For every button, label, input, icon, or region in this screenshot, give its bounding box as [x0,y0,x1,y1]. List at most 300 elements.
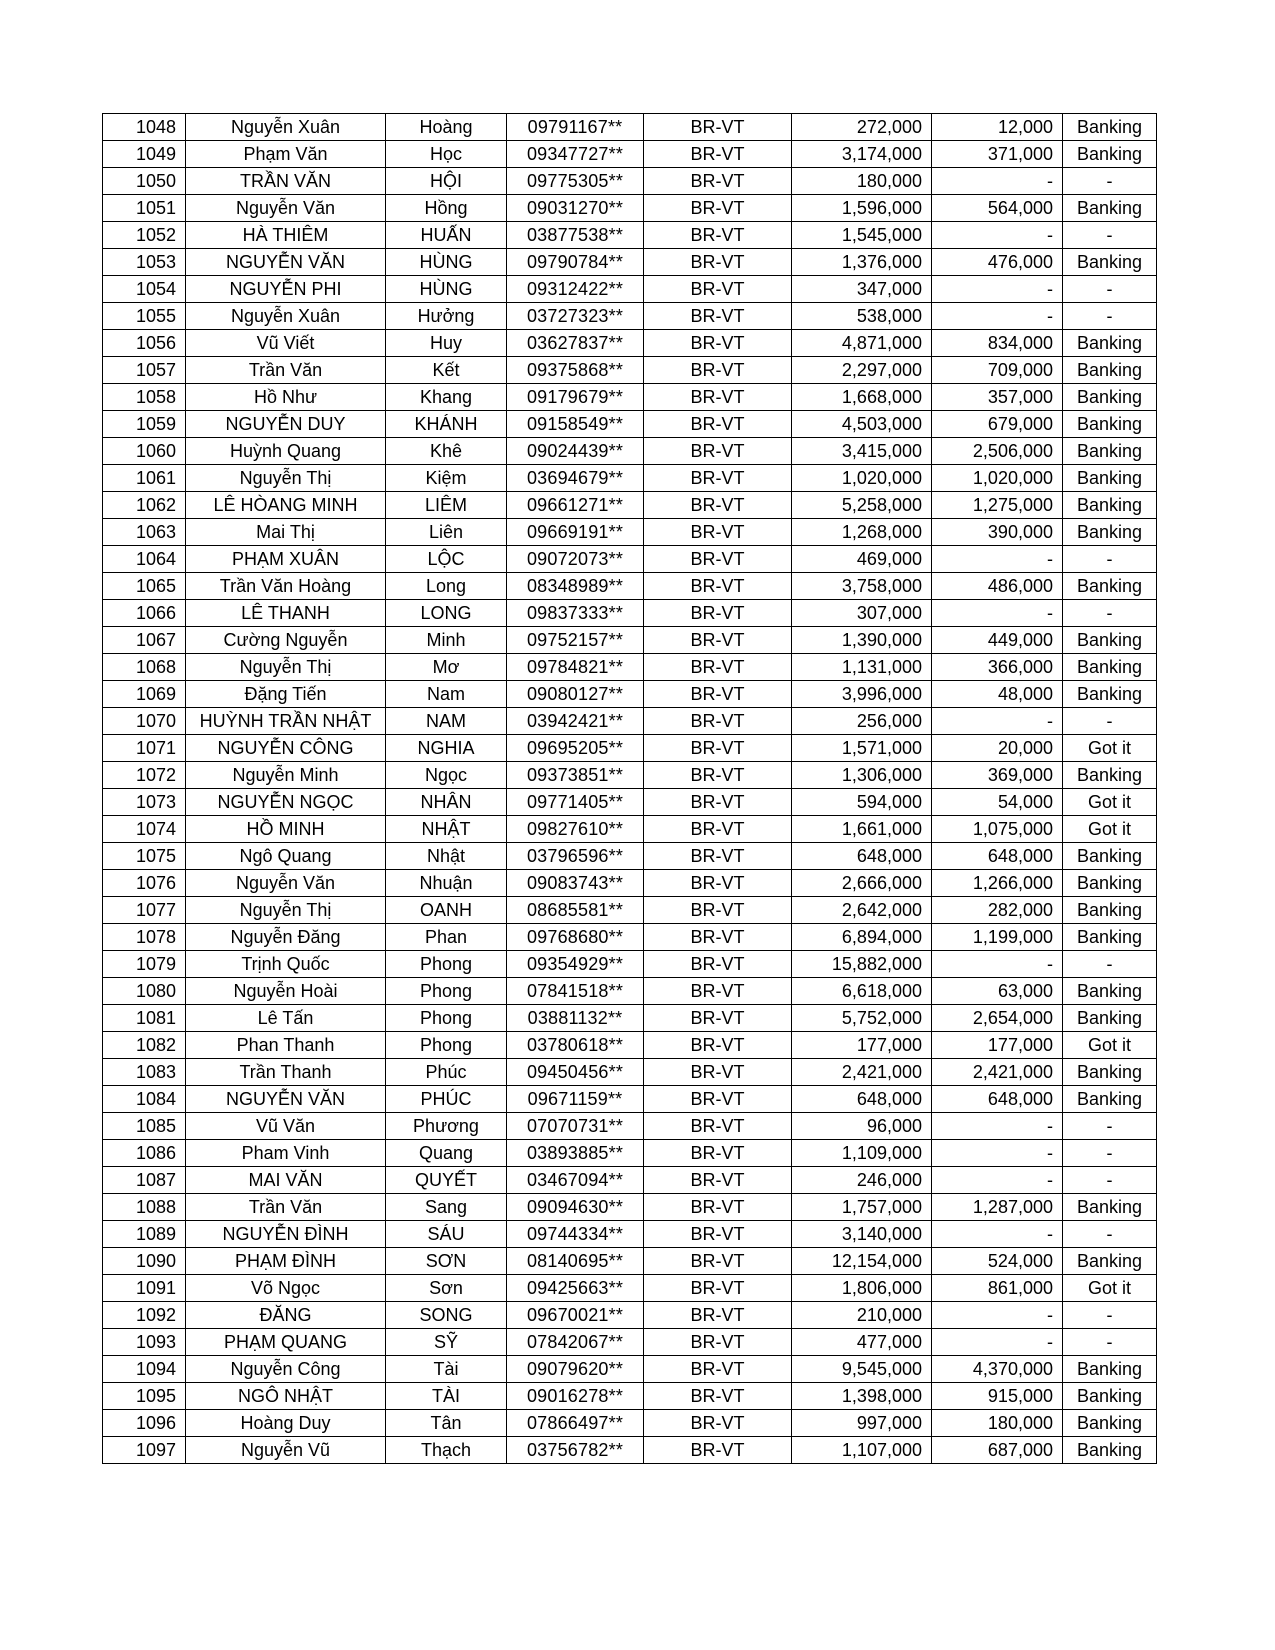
table-row [103,1221,1157,1248]
region-cell: BR-VT [644,1005,792,1032]
status-cell: Banking [1063,465,1157,492]
status-cell: Banking [1063,978,1157,1005]
row-number-cell: 1081 [103,1005,186,1032]
last-middle-name-cell: Nguyễn Thị [186,465,386,492]
amount-cell: 1,757,000 [792,1194,932,1221]
paid-amount-cell: - [932,222,1063,249]
amount-cell: 4,503,000 [792,411,932,438]
status-cell: Banking [1063,897,1157,924]
status-cell: Got it [1063,1275,1157,1302]
paid-amount-cell: 486,000 [932,573,1063,600]
amount-cell: 5,752,000 [792,1005,932,1032]
table-row [103,465,1157,492]
region-cell: BR-VT [644,654,792,681]
row-number-cell: 1092 [103,1302,186,1329]
status-cell: Banking [1063,492,1157,519]
amount-cell: 3,174,000 [792,141,932,168]
paid-amount-cell: 369,000 [932,762,1063,789]
amount-cell: 12,154,000 [792,1248,932,1275]
status-cell: Banking [1063,654,1157,681]
region-cell: BR-VT [644,951,792,978]
amount-cell: 648,000 [792,1086,932,1113]
region-cell: BR-VT [644,1383,792,1410]
status-cell: Banking [1063,114,1157,141]
table-row [103,654,1157,681]
row-number-cell: 1059 [103,411,186,438]
row-number-cell: 1072 [103,762,186,789]
row-number-cell: 1070 [103,708,186,735]
paid-amount-cell: 12,000 [932,114,1063,141]
first-name-cell: Phong [386,978,507,1005]
region-cell: BR-VT [644,1032,792,1059]
paid-amount-cell: - [932,600,1063,627]
phone-cell: 09752157** [507,627,644,654]
amount-cell: 1,806,000 [792,1275,932,1302]
row-number-cell: 1066 [103,600,186,627]
row-number-cell: 1085 [103,1113,186,1140]
paid-amount-cell: 687,000 [932,1437,1063,1464]
phone-cell: 09016278** [507,1383,644,1410]
phone-cell: 09671159** [507,1086,644,1113]
first-name-cell: HÙNG [386,249,507,276]
first-name-cell: SƠN [386,1248,507,1275]
amount-cell: 3,415,000 [792,438,932,465]
phone-cell: 03893885** [507,1140,644,1167]
status-cell: Banking [1063,762,1157,789]
row-number-cell: 1064 [103,546,186,573]
last-middle-name-cell: Phạm Văn [186,141,386,168]
region-cell: BR-VT [644,1437,792,1464]
last-middle-name-cell: Vũ Văn [186,1113,386,1140]
status-cell: - [1063,222,1157,249]
table-row [103,519,1157,546]
amount-cell: 477,000 [792,1329,932,1356]
table-row [103,762,1157,789]
table-row [103,1140,1157,1167]
row-number-cell: 1061 [103,465,186,492]
last-middle-name-cell: PHẠM QUANG [186,1329,386,1356]
phone-cell: 07070731** [507,1113,644,1140]
first-name-cell: Phong [386,1032,507,1059]
paid-amount-cell: - [932,1167,1063,1194]
paid-amount-cell: 2,421,000 [932,1059,1063,1086]
last-middle-name-cell: ĐĂNG [186,1302,386,1329]
table-row [103,870,1157,897]
row-number-cell: 1054 [103,276,186,303]
region-cell: BR-VT [644,1329,792,1356]
last-middle-name-cell: Trần Văn [186,1194,386,1221]
first-name-cell: Phong [386,951,507,978]
amount-cell: 1,545,000 [792,222,932,249]
table-row [103,249,1157,276]
first-name-cell: PHÚC [386,1086,507,1113]
row-number-cell: 1069 [103,681,186,708]
phone-cell: 09072073** [507,546,644,573]
paid-amount-cell: - [932,1221,1063,1248]
phone-cell: 09837333** [507,600,644,627]
status-cell: Banking [1063,1356,1157,1383]
amount-cell: 594,000 [792,789,932,816]
phone-cell: 09744334** [507,1221,644,1248]
table-row [103,492,1157,519]
row-number-cell: 1079 [103,951,186,978]
row-number-cell: 1056 [103,330,186,357]
row-number-cell: 1090 [103,1248,186,1275]
status-cell: Banking [1063,357,1157,384]
paid-amount-cell: 679,000 [932,411,1063,438]
region-cell: BR-VT [644,735,792,762]
region-cell: BR-VT [644,1113,792,1140]
paid-amount-cell: 1,199,000 [932,924,1063,951]
region-cell: BR-VT [644,222,792,249]
first-name-cell: Học [386,141,507,168]
table-row [103,1194,1157,1221]
paid-amount-cell: 2,654,000 [932,1005,1063,1032]
last-middle-name-cell: Nguyễn Hoài [186,978,386,1005]
row-number-cell: 1080 [103,978,186,1005]
last-middle-name-cell: Cường Nguyễn [186,627,386,654]
row-number-cell: 1091 [103,1275,186,1302]
first-name-cell: Long [386,573,507,600]
region-cell: BR-VT [644,168,792,195]
paid-amount-cell: - [932,708,1063,735]
amount-cell: 246,000 [792,1167,932,1194]
row-number-cell: 1082 [103,1032,186,1059]
region-cell: BR-VT [644,843,792,870]
amount-cell: 9,545,000 [792,1356,932,1383]
phone-cell: 09158549** [507,411,644,438]
region-cell: BR-VT [644,816,792,843]
row-number-cell: 1074 [103,816,186,843]
first-name-cell: Tân [386,1410,507,1437]
status-cell: - [1063,708,1157,735]
phone-cell: 09094630** [507,1194,644,1221]
last-middle-name-cell: NGUYỄN VĂN [186,249,386,276]
row-number-cell: 1049 [103,141,186,168]
status-cell: Banking [1063,924,1157,951]
paid-amount-cell: 648,000 [932,1086,1063,1113]
amount-cell: 2,666,000 [792,870,932,897]
region-cell: BR-VT [644,1086,792,1113]
last-middle-name-cell: NGUYỄN ĐÌNH [186,1221,386,1248]
first-name-cell: Thạch [386,1437,507,1464]
paid-amount-cell: - [932,546,1063,573]
last-middle-name-cell: Nguyễn Xuân [186,303,386,330]
status-cell: Got it [1063,816,1157,843]
table-row [103,141,1157,168]
region-cell: BR-VT [644,411,792,438]
amount-cell: 96,000 [792,1113,932,1140]
amount-cell: 1,020,000 [792,465,932,492]
region-cell: BR-VT [644,897,792,924]
region-cell: BR-VT [644,141,792,168]
phone-cell: 08140695** [507,1248,644,1275]
first-name-cell: OANH [386,897,507,924]
paid-amount-cell: 834,000 [932,330,1063,357]
row-number-cell: 1095 [103,1383,186,1410]
row-number-cell: 1087 [103,1167,186,1194]
first-name-cell: Nhuận [386,870,507,897]
phone-cell: 09080127** [507,681,644,708]
first-name-cell: HUẤN [386,222,507,249]
row-number-cell: 1086 [103,1140,186,1167]
table-row [103,546,1157,573]
first-name-cell: Ngọc [386,762,507,789]
phone-cell: 09031270** [507,195,644,222]
region-cell: BR-VT [644,627,792,654]
last-middle-name-cell: Nguyễn Công [186,1356,386,1383]
row-number-cell: 1051 [103,195,186,222]
table-row [103,1410,1157,1437]
status-cell: Banking [1063,249,1157,276]
amount-cell: 1,668,000 [792,384,932,411]
table-row [103,789,1157,816]
status-cell: - [1063,1167,1157,1194]
phone-cell: 03780618** [507,1032,644,1059]
region-cell: BR-VT [644,1356,792,1383]
first-name-cell: LONG [386,600,507,627]
table-row [103,843,1157,870]
region-cell: BR-VT [644,978,792,1005]
phone-cell: 09083743** [507,870,644,897]
table-row [103,1059,1157,1086]
amount-cell: 1,268,000 [792,519,932,546]
first-name-cell: Phan [386,924,507,951]
phone-cell: 09669191** [507,519,644,546]
phone-cell: 07841518** [507,978,644,1005]
amount-cell: 4,871,000 [792,330,932,357]
row-number-cell: 1053 [103,249,186,276]
amount-cell: 5,258,000 [792,492,932,519]
first-name-cell: Hồng [386,195,507,222]
paid-amount-cell: 449,000 [932,627,1063,654]
status-cell: - [1063,168,1157,195]
paid-amount-cell: 915,000 [932,1383,1063,1410]
first-name-cell: HỘI [386,168,507,195]
amount-cell: 997,000 [792,1410,932,1437]
region-cell: BR-VT [644,600,792,627]
last-middle-name-cell: Ngô Quang [186,843,386,870]
first-name-cell: Phong [386,1005,507,1032]
row-number-cell: 1058 [103,384,186,411]
first-name-cell: HÙNG [386,276,507,303]
last-middle-name-cell: Nguyễn Văn [186,870,386,897]
amount-cell: 307,000 [792,600,932,627]
last-middle-name-cell: NGUYỄN CÔNG [186,735,386,762]
paid-amount-cell: 371,000 [932,141,1063,168]
table-row [103,1329,1157,1356]
last-middle-name-cell: HÀ THIÊM [186,222,386,249]
table-row [103,681,1157,708]
status-cell: Banking [1063,870,1157,897]
region-cell: BR-VT [644,1140,792,1167]
status-cell: Banking [1063,141,1157,168]
table-row [103,627,1157,654]
status-cell: Banking [1063,1383,1157,1410]
status-cell: - [1063,1221,1157,1248]
table-row [103,222,1157,249]
row-number-cell: 1076 [103,870,186,897]
amount-cell: 180,000 [792,168,932,195]
status-cell: Banking [1063,573,1157,600]
phone-cell: 09784821** [507,654,644,681]
status-cell: Banking [1063,195,1157,222]
last-middle-name-cell: Nguyễn Vũ [186,1437,386,1464]
last-middle-name-cell: Trần Thanh [186,1059,386,1086]
paid-amount-cell: - [932,303,1063,330]
table-row [103,195,1157,222]
amount-cell: 1,109,000 [792,1140,932,1167]
last-middle-name-cell: LÊ THANH [186,600,386,627]
first-name-cell: Khang [386,384,507,411]
phone-cell: 09425663** [507,1275,644,1302]
amount-cell: 1,661,000 [792,816,932,843]
row-number-cell: 1067 [103,627,186,654]
table-row [103,1302,1157,1329]
table-row [103,978,1157,1005]
first-name-cell: SỸ [386,1329,507,1356]
status-cell: Got it [1063,735,1157,762]
row-number-cell: 1083 [103,1059,186,1086]
table-row [103,816,1157,843]
paid-amount-cell: 282,000 [932,897,1063,924]
status-cell: Banking [1063,1194,1157,1221]
first-name-cell: SÁU [386,1221,507,1248]
last-middle-name-cell: Đặng Tiến [186,681,386,708]
first-name-cell: Kiệm [386,465,507,492]
last-middle-name-cell: HUỲNH TRẦN NHẬT [186,708,386,735]
amount-cell: 469,000 [792,546,932,573]
status-cell: Banking [1063,843,1157,870]
amount-cell: 210,000 [792,1302,932,1329]
last-middle-name-cell: Lê Tấn [186,1005,386,1032]
last-middle-name-cell: NGUYỄN DUY [186,411,386,438]
last-middle-name-cell: Hoàng Duy [186,1410,386,1437]
row-number-cell: 1071 [103,735,186,762]
phone-cell: 03627837** [507,330,644,357]
paid-amount-cell: 48,000 [932,681,1063,708]
paid-amount-cell: 2,506,000 [932,438,1063,465]
amount-cell: 538,000 [792,303,932,330]
first-name-cell: Hoàng [386,114,507,141]
last-middle-name-cell: Nguyễn Văn [186,195,386,222]
amount-cell: 6,894,000 [792,924,932,951]
region-cell: BR-VT [644,1248,792,1275]
region-cell: BR-VT [644,1194,792,1221]
region-cell: BR-VT [644,1302,792,1329]
paid-amount-cell: - [932,1113,1063,1140]
phone-cell: 09354929** [507,951,644,978]
first-name-cell: Huy [386,330,507,357]
phone-cell: 09079620** [507,1356,644,1383]
table-row [103,1248,1157,1275]
first-name-cell: SONG [386,1302,507,1329]
status-cell: - [1063,951,1157,978]
phone-cell: 09791167** [507,114,644,141]
phone-cell: 03756782** [507,1437,644,1464]
region-cell: BR-VT [644,1275,792,1302]
phone-cell: 09312422** [507,276,644,303]
row-number-cell: 1075 [103,843,186,870]
last-middle-name-cell: Pham Vinh [186,1140,386,1167]
table-row [103,1275,1157,1302]
phone-cell: 07842067** [507,1329,644,1356]
phone-cell: 03877538** [507,222,644,249]
status-cell: - [1063,276,1157,303]
status-cell: Banking [1063,681,1157,708]
records-table-body [103,114,1157,1464]
region-cell: BR-VT [644,546,792,573]
last-middle-name-cell: Nguyễn Xuân [186,114,386,141]
status-cell: - [1063,1140,1157,1167]
phone-cell: 03796596** [507,843,644,870]
row-number-cell: 1084 [103,1086,186,1113]
region-cell: BR-VT [644,519,792,546]
first-name-cell: NAM [386,708,507,735]
paid-amount-cell: - [932,1302,1063,1329]
row-number-cell: 1062 [103,492,186,519]
first-name-cell: Nhật [386,843,507,870]
region-cell: BR-VT [644,114,792,141]
row-number-cell: 1077 [103,897,186,924]
paid-amount-cell: 4,370,000 [932,1356,1063,1383]
row-number-cell: 1055 [103,303,186,330]
amount-cell: 256,000 [792,708,932,735]
last-middle-name-cell: Vũ Viết [186,330,386,357]
first-name-cell: Nam [386,681,507,708]
status-cell: Banking [1063,384,1157,411]
region-cell: BR-VT [644,924,792,951]
first-name-cell: Sơn [386,1275,507,1302]
status-cell: - [1063,1302,1157,1329]
row-number-cell: 1063 [103,519,186,546]
row-number-cell: 1093 [103,1329,186,1356]
phone-cell: 09695205** [507,735,644,762]
phone-cell: 09373851** [507,762,644,789]
row-number-cell: 1057 [103,357,186,384]
last-middle-name-cell: Hồ Như [186,384,386,411]
region-cell: BR-VT [644,708,792,735]
paid-amount-cell: 366,000 [932,654,1063,681]
phone-cell: 07866497** [507,1410,644,1437]
first-name-cell: KHÁNH [386,411,507,438]
last-middle-name-cell: Nguyễn Thị [186,654,386,681]
table-row [103,1113,1157,1140]
amount-cell: 2,297,000 [792,357,932,384]
status-cell: Got it [1063,789,1157,816]
phone-cell: 09450456** [507,1059,644,1086]
first-name-cell: TÀI [386,1383,507,1410]
amount-cell: 1,306,000 [792,762,932,789]
last-middle-name-cell: Võ Ngọc [186,1275,386,1302]
status-cell: Got it [1063,1032,1157,1059]
phone-cell: 09827610** [507,816,644,843]
first-name-cell: QUYẾT [386,1167,507,1194]
status-cell: Banking [1063,1059,1157,1086]
table-row [103,1086,1157,1113]
table-row [103,303,1157,330]
status-cell: - [1063,546,1157,573]
paid-amount-cell: 476,000 [932,249,1063,276]
last-middle-name-cell: NGÔ NHẬT [186,1383,386,1410]
table-row [103,735,1157,762]
phone-cell: 03467094** [507,1167,644,1194]
amount-cell: 6,618,000 [792,978,932,1005]
amount-cell: 3,996,000 [792,681,932,708]
status-cell: Banking [1063,1248,1157,1275]
table-row [103,708,1157,735]
amount-cell: 1,398,000 [792,1383,932,1410]
